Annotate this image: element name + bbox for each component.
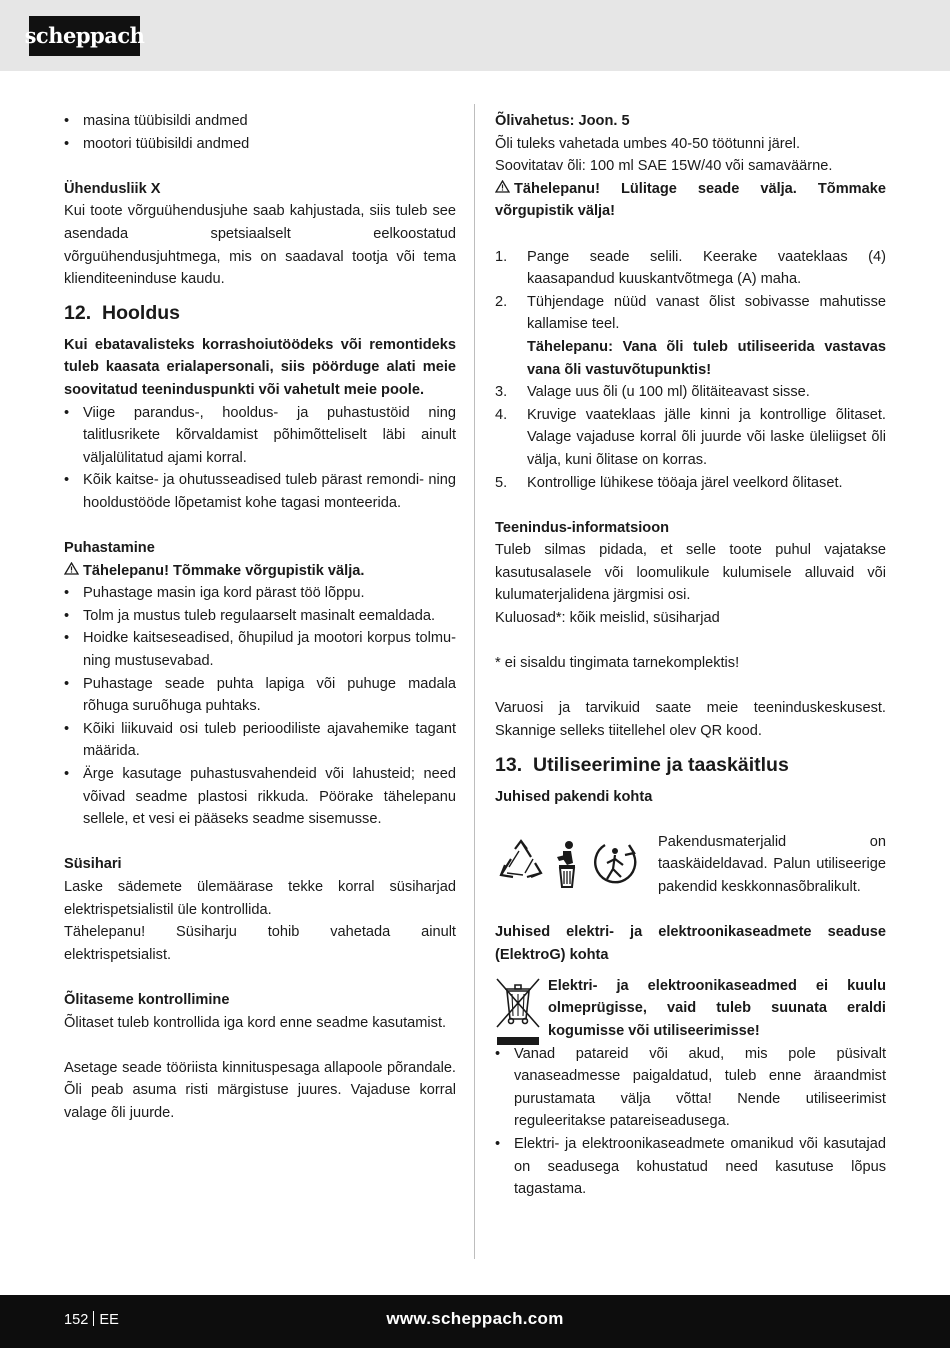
- cleaning-title: Puhastamine: [64, 540, 155, 557]
- right-column: [495, 110, 886, 1201]
- step-item: 2. Tühjendage nüüd vanast õlist sobivasse mahutisse kallamise teel. Tähelepanu: Vana õli tuleb utiliseerida vastavas vana õli vastuvõtupunktis!: [495, 293, 886, 378]
- oil-change-title: Õlivahetus: Joon. 5: [495, 113, 630, 129]
- section-heading-disposal: [495, 752, 886, 778]
- section-title: Utiliseerimine ja taaskäitlus: [533, 753, 789, 776]
- page-header: [0, 0, 950, 71]
- list-item: • Tolm ja mustus tuleb regulaarselt masinalt eemaldada.: [64, 605, 456, 628]
- scheppach-logo: scheppach: [29, 16, 140, 56]
- weee-list: [495, 1043, 886, 1201]
- spare-parts-text: Varuosi ja tarvikuid saate meie teeninduskeskusest. Skannige selleks tiitellehel olev QR kood.: [495, 700, 886, 740]
- packaging-title: Juhised pakendi kohta: [495, 788, 653, 805]
- service-text: Tuleb silmas pidada, et selle toote puhul vajatakse kasutusalasele või loomulikule kulumisele alluvaid või kulumaterjalidena järgmisi osi.: [495, 542, 886, 604]
- brush-text: Laske sädemete ülemäärase tekke korral süsiharjad elektrispetsialistil üle kontrollida.: [64, 879, 456, 918]
- step-item: 1. Pange seade selili. Keerake vaateklaas (4) kaasapandud kuuskantvõtmega (A) maha.: [495, 248, 886, 288]
- service-title: Teenindus-informatsioon: [495, 519, 670, 536]
- list-item: • Viige parandus-, hooldus- ja puhastustöid ning talitlusrikete kõrvaldamist põhimõtteliselt läbi ainult väljalülitatud ajami korral.: [64, 402, 456, 470]
- oil-change-interval: Õli tuleks vahetada umbes 40-50 töötunni järel.: [495, 135, 801, 152]
- list-item: • Puhastage masin iga kord pärast töö lõppu.: [64, 582, 456, 605]
- cleaning-warning: Tähelepanu! Tõmmake võrgupistik välja.: [64, 560, 456, 583]
- brush-warning-text: Tähelepanu! Süsiharju tohib vahetada ainult elektrispetsialist.: [64, 924, 456, 963]
- warning-triangle-icon: [495, 178, 510, 201]
- list-item: • Elektri- ja elektroonikaseadmete omanikud või kasutajad on seadusega kohustatud need kasutuse lõpus tagastama.: [495, 1133, 886, 1201]
- wear-parts: Kuluosad*: kõik meislid, süsiharjad: [495, 610, 720, 627]
- step-item: 3. Valage uus õli (u 100 ml) õlitäiteavast sisse.: [495, 384, 810, 401]
- oil-change-recommendation: Soovitatav õli: 100 ml SAE 15W/40 või samaväärne.: [495, 158, 833, 175]
- list-item: • Ärge kasutage puhastusvahendeid või lahusteid; need võivad seadme plastosi rikkuda. Pöörake tähelepanu sellele, et vesi ei pääseks seadme sisemusse.: [64, 763, 456, 831]
- column-divider: [474, 104, 475, 1259]
- recycle-icon: [501, 841, 541, 877]
- maintenance-list: [64, 402, 456, 515]
- list-item: • mootori tüübisildi andmed: [64, 133, 456, 156]
- list-item: • Vanad patareid või akud, mis pole püsivalt vanaseadmesse paigaldatud, tuleb enne äraandmist purustamata välja võtta! Nende utiliseerimist reguleeritakse patareiseadusega.: [495, 1043, 886, 1133]
- list-item: • Hoidke kaitseseadised, õhupilud ja mootori korpus tolmu- ning mustusevabad.: [64, 627, 456, 672]
- recycle-circle-person-icon: [595, 845, 635, 882]
- step-item: 5. Kontrollige lühikese tööaja järel veelkord õlitaset.: [495, 474, 843, 491]
- weee-title: Juhised elektri- ja elektroonikaseadmete seaduse (ElektroG) kohta: [495, 924, 886, 963]
- oil-change-warning: Tähelepanu! Lülitage seade välja. Tõmmake võrgupistik välja!: [495, 178, 886, 223]
- packaging-block: [495, 831, 886, 899]
- step-note: Tähelepanu: Vana õli tuleb utiliseerida vastavas vana õli vastuvõtupunktis!: [527, 338, 886, 378]
- maintenance-intro: Kui ebatavalisteks korrashoiutöödeks või remontideks tuleb kaasata erialapersonali, siis pöörduge alati meie soovitatud teeninduspunkti või vahetult meie poole.: [64, 336, 456, 398]
- recycling-symbols: [497, 837, 647, 893]
- list-item: • Kõik kaitse- ja ohutusseadised tuleb pärast remondi- ning hooldustööde lõpetamist kohe tagasi monteerida.: [64, 469, 456, 514]
- list-item: • Kõiki liikuvaid osi tuleb perioodiliste ajavahemike tagant määrida.: [64, 718, 456, 763]
- oil-check-title: Õlitaseme kontrollimine: [64, 991, 230, 1008]
- list-item: • Puhastage seade puhta lapiga või puhuge madala rõhuga suruõhuga puhtaks.: [64, 673, 456, 718]
- footnote: * ei sisaldu tingimata tarnekomplektis!: [495, 655, 740, 672]
- left-column: [64, 110, 456, 1125]
- list-item: • masina tüübisildi andmed: [64, 110, 456, 133]
- cleaning-list: [64, 582, 456, 831]
- page-footer: [0, 1295, 950, 1348]
- page-number: 152 EE: [64, 1312, 119, 1328]
- section-heading-maintenance: [64, 300, 456, 326]
- connection-title: Ühendusliik X: [64, 180, 161, 197]
- weee-text: Elektri- ja elektroonikaseadmed ei kuulu olmeprügisse, vaid tuleb suunata eraldi kogumisse või utiliseerimisse!: [548, 977, 886, 1039]
- website-link[interactable]: www.scheppach.com: [386, 1309, 564, 1328]
- brush-title: Süsihari: [64, 856, 122, 873]
- connection-text: Kui toote võrguühendusjuhe saab kahjustada, siis tuleb see asendada spetsiaalselt eelkoostatud võrguühendusjuhtmega, mis on saadaval tootja või tema klienditeeninduse kaudu.: [64, 203, 456, 288]
- oil-change-steps: [495, 246, 886, 495]
- section-number: 13.: [495, 753, 523, 776]
- section-title: Hooldus: [102, 301, 180, 324]
- oil-check-instruction: Asetage seade tööriista kinnituspesaga allapoole põrandale. Õli peab asuma risti märgistuse juures. Vajaduse korral valage õli juurde.: [64, 1059, 456, 1121]
- trash-bin-person-icon: [557, 841, 575, 887]
- language-code: EE: [99, 1312, 119, 1328]
- warning-triangle-icon: [64, 560, 79, 583]
- type-plate-list: [64, 110, 456, 155]
- packaging-text: Pakendusmaterjalid on taaskäideldavad. Palun utiliseerige pakendid keskkonnasõbralikult.: [658, 833, 886, 895]
- section-number: 12.: [64, 301, 92, 324]
- oil-check-text: Õlitaset tuleb kontrollida iga kord enne seadme kasutamist.: [64, 1014, 447, 1031]
- step-item: 4. Kruvige vaateklaas jälle kinni ja kontrollige õlitaset. Valage vajaduse korral õli juurde või laske üleliigset õli välja, kuni õlitase on korras.: [495, 406, 886, 468]
